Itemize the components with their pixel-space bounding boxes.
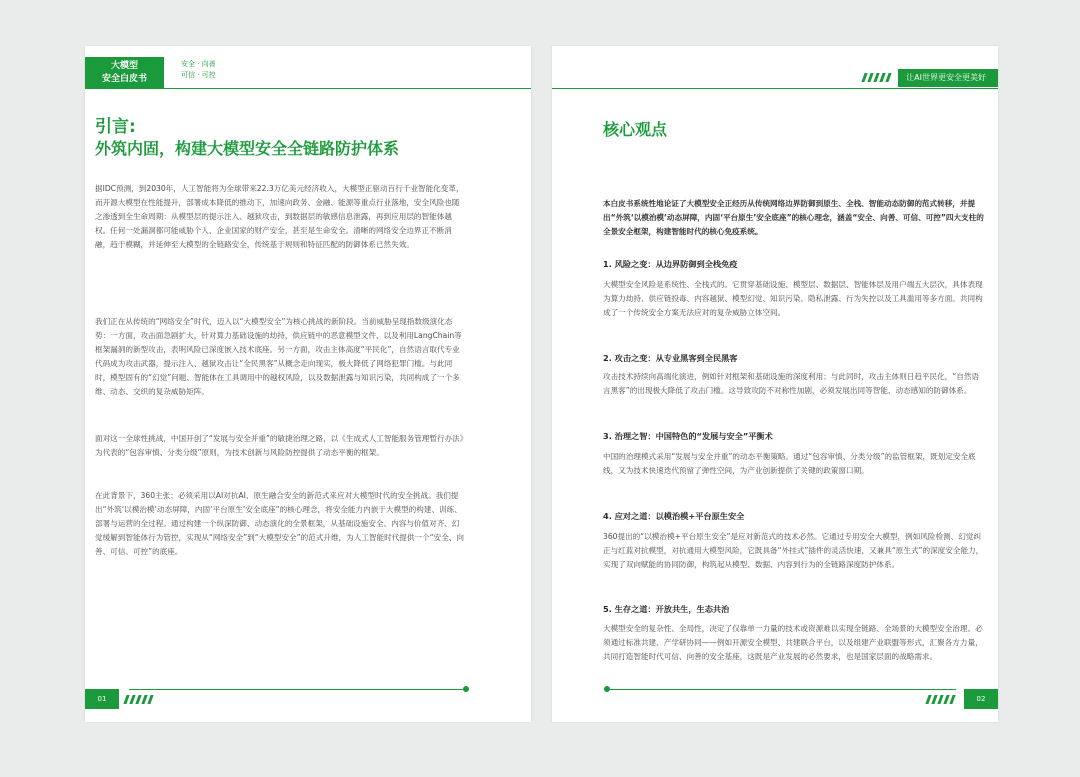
title-line-1: 引言: [95,117,136,137]
section-body: 大模型安全的复杂性、全局性，决定了仅靠单一力量的技术或资源难以实现全链路、全场景的大模型安全治理。必须通过标准共建、产学研协同——例如开源安全模型、共建联合平台，以及组建产业联盟等形式，汇聚各方力量，共同打造智能时代可信、向善的安全基座，这既是产业发展的必然要求，也是国家层面的战略需求。 [603,624,983,661]
footer-dot-icon [463,686,469,692]
intro-paragraph-3: 面对这一全球性挑战，中国开创了“发展与安全并重”的敏捷治理之路，以《生成式人工智能服务管理暂行办法》为代表的“包容审慎、分类分级”原则，为技术创新与风险防控提供了动态平衡的框架。 [95,434,464,457]
header-stripes-icon [863,73,890,82]
section-body: 大模型安全风险是系统性、全栈式的。它贯穿基础设施、模型层、数据层、智能体层及用户端五大层次，具体表现为算力劫持、供应链投毒、内容越狱、模型幻觉、知识污染、隐私泄露、行为失控以及工具滥用等多方面。共同构成了一个传统安全方案无法应对的复杂威胁立体空间。 [603,280,983,317]
title-line-2: 外筑内固，构建大模型安全全链路防护体系 [95,139,400,158]
badge-line-2: 安全白皮书 [101,74,147,84]
tag-line-1: 安全 · 向善 [181,60,216,68]
whitepaper-badge [85,57,164,89]
header-slogan: 让AI世界更安全更美好 [898,69,998,87]
right-page [552,46,998,722]
page-number: 01 [85,689,119,709]
section-body: 360提出的“以模治模+平台原生安全”是应对新范式的技术必然。它通过专用安全大模型，例如风险检测、幻觉纠正与红蓝对抗模型，对抗通用大模型风险，它既具备“外挂式”插件的灵活快速，又兼具“原生式”的深度安全能力，实现了双向赋能的协同防御，构筑起从模型、数据、内容到行为的全链路深度防护体系。 [603,532,984,569]
section-heading: 3. 治理之智：中国特色的“发展与安全”平衡术 [603,431,773,441]
section-body: 中国的治理模式采用“发展与安全并重”的动态平衡策略。通过“包容审慎、分类分级”的监管框架，既划定安全底线，又为技术快速迭代预留了弹性空间，为产业创新提供了关键的政策窗口期。 [603,452,976,475]
footer-divider [129,689,467,690]
page-title [95,117,521,159]
header-divider [552,88,998,89]
intro-paragraph-1: 据IDC预测，到2030年，人工智能将为全球带来22.3万亿美元经济收入，大模型正驱动百行千业智能化变革，而开源大模型在性能提升，部署成本降低的推动下，加速向政务、金融、能源等重点行业落地，安全风险也随之渗透到全生命周期：从模型层的提示注入、越狱攻击，到数据层的敏感信息泄露，再到应用层的智能体越权。任何一处漏洞都可能威胁个人、企业国家的财产安全，甚至是生命安全。清晰的网络安全边界正不断消融，趋于模糊，并延伸至大模型的全链路安全，传统基于规则和特征匹配的防御体系已然失效。 [95,184,464,249]
footer-stripes-icon [927,695,954,704]
section-heading: 5. 生存之道：开放共生，生态共治 [603,604,730,614]
badge-line-1: 大模型 [110,61,138,71]
section-heading: 1. 风险之变：从边界防御到全栈免疫 [603,259,738,269]
footer-stripes-icon [125,695,152,704]
left-page [85,46,531,722]
intro-paragraph-4: 在此背景下，360主张：必须采用以AI对抗AI、原生融合安全的新范式来应对大模型时代的安全挑战。我们提出“外筑‘以模治模’动态屏障，内固‘平台原生’安全底座”的核心理念，将安全能力内嵌于大模型的构建、训练、部署与运营的全过程。通过构建一个纵深防御、动态演化的全景框架，从基础设施安全、内容与价值对齐、幻觉缓解到智能体行为管控，实现从“网络安全”到“大模型安全”的范式升维，为人工智能时代提供一个“安全、向善、可信、可控”的底座。 [95,491,464,556]
page-title: 核心观点 [603,120,668,139]
header-tags [181,59,216,81]
core-intro: 本白皮书系统性地论证了大模型安全正经历从传统网络边界防御到原生、全栈、智能动态防御的范式转移，并提出“外筑‘以模治模’动态屏障，内固‘平台原生’安全底座”的核心理念，涵盖“安全、向善、可信、可控”四大支柱的全景安全框架，构建智能时代的核心免疫系统。 [603,199,984,236]
tag-line-2: 可信 · 可控 [181,71,216,79]
section-body: 攻击技术持续向高端化演进，例如针对框架和基础设施的深度利用；与此同时，攻击主体则日趋平民化，“自然语言黑客”的出现极大降低了攻击门槛。这导致攻防不对称性加剧，必须发展出同等智能、动态感知的防御体系。 [603,372,980,395]
page-number: 02 [964,689,998,709]
intro-paragraph-2: 我们正在从传统的“网络安全”时代，迈入以“大模型安全”为核心挑战的新阶段。当前威胁呈现指数级演化态势：一方面，攻击面急剧扩大，针对算力基础设施的劫持，供应链中的恶意模型文件、以及利用LangChain等框架漏洞的新型攻击，表明风险已深度嵌入技术底座。另一方面，攻击主体高度“平民化”，自然语言取代专业代码成为攻击武器，提示注入、越狱攻击让“全民黑客”从概念走向现实，极大降低了网络犯罪门槛。与此同时，模型固有的“幻觉”问题、智能体在工具调用中的越权风险，以及数据泄露与知识污染，共同构成了一个多维、动态、交织的复杂威胁矩阵。 [95,317,462,396]
section-heading: 4. 应对之道：以模治模+平台原生安全 [603,511,745,521]
footer-divider [610,689,956,690]
header-divider [164,88,531,89]
section-heading: 2. 攻击之变：从专业黑客到全民黑客 [603,353,738,363]
